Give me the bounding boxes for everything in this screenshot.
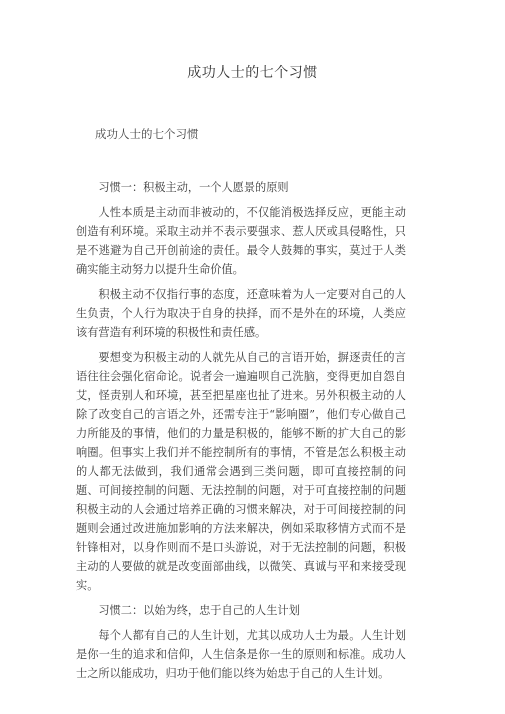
body-paragraph: 要想变为积极主动的人就先从自己的言语开始，摒逐责任的言语往往会强化宿命论。说者会一遍遍呗自己洗脑，变得更加自怨自艾，怪责别人和环境，甚至把星座也扯了进来。另外积极主动的人除了改变自己的言语之外，还需专注于“影响圈”，他们专心做自己力所能及的事情，他们的力量是积极的，能够不断的扩大自己的影响圈。但事实上我们并不能控制所有的事情，不管是怎么积极主动的人都无法做到，我们通常会遇到三类问题，即可直接控制的问题、可间接控制的问题、无法控制的问题，对于可直接控制的问题积极主动的人会通过培养正确的习惯来解决，对于可间接控制的问题则会通过改进施加影响的方法来解决，例如采取移情方式而不是针锋相对，以身作则而不是口头游说，对于无法控制的问题，积极主动的人要做的就是改变面部曲线，以微笑、真诚与平和来接受现实。: [76, 351, 406, 592]
document-title: 成功人士的七个习惯: [187, 65, 318, 81]
body-paragraph: 积极主动不仅指行事的态度，还意味着为人一定要对自己的人生负责，个人行为取决于自身的抉择，而不是外在的环境，人类应该有营造有利环境的积极性和责任感。: [76, 288, 406, 339]
habit-one-heading: 习惯一：积极主动，一个人愿景的原则: [98, 181, 289, 194]
body-paragraph: 人性本质是主动而非被动的，不仅能消极选择反应，更能主动创造有利环境。采取主动并不表示要强求、惹人厌或具侵略性，只是不逃避为自己开创前途的责任。最令人鼓舞的事实，莫过于人类确实能主动努力以提升生命价值。: [76, 206, 406, 276]
document-body: [76, 178, 406, 689]
habit-two-heading: 习惯二：以始为终，忠于自己的人生计划: [98, 604, 300, 617]
body-paragraph: 每个人都有自己的人生计划，尤其以成功人士为最。人生计划是你一生的追求和信仰，人生信条是你一生的原则和标准。成功人士之所以能成功，归功于他们能以终为始忠于自己的人生计划。: [76, 629, 406, 680]
document-subtitle: 成功人士的七个习惯: [95, 127, 199, 141]
